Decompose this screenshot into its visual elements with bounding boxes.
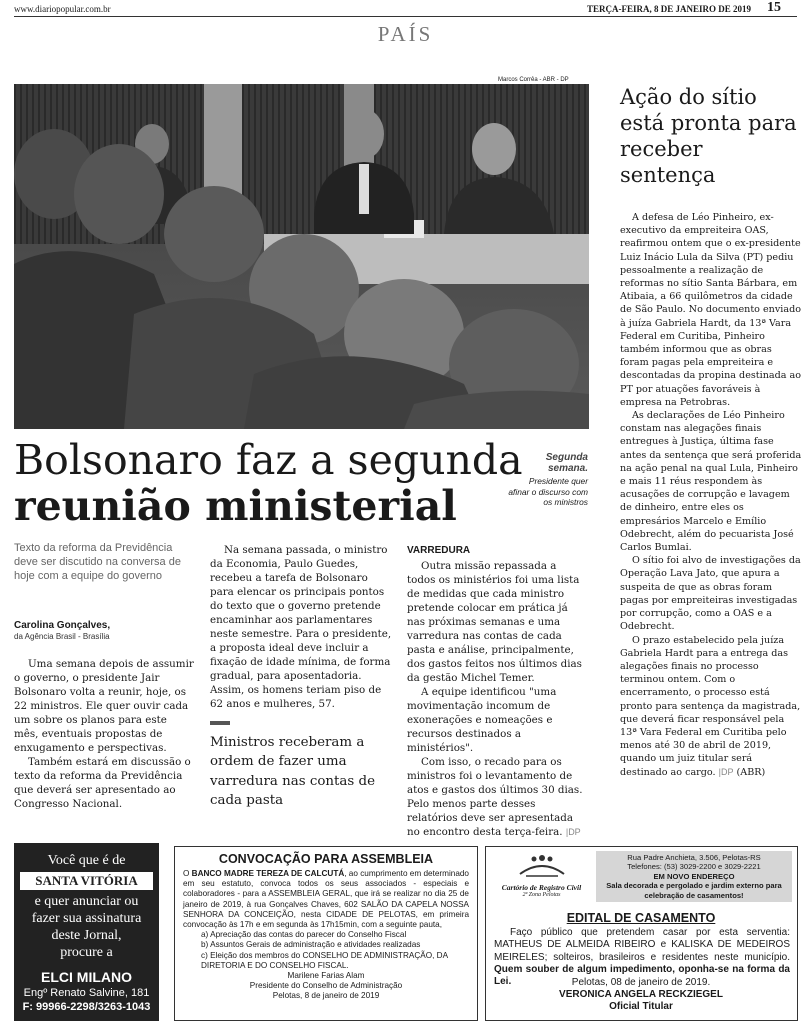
pull-quote: Ministros receberam a ordem de fazer uma varredura nas contas de cada pasta xyxy=(210,735,376,809)
paragraph: O prazo estabelecido pela juíza Gabriela Hardt para a entrega das alegações finais no processo terminou ontem. Com o encerramento, o processo está pronto para sentença da magistrada, que deverá ficar responsável pela 13ª Vara Federal em Curitiba pelo menos até 30 de abril de 2019, quando um juiz titular será destinado ao cargo. |DP (ABR) xyxy=(620,634,801,778)
section-title: PAÍS xyxy=(377,22,434,46)
agenda-item: c) Eleição dos membros do CONSELHO DE ADMINISTRAÇÃO, DA DIRETORIA E DO CONSELHO FISCAL. xyxy=(201,950,448,970)
header-rule xyxy=(14,16,797,17)
agenda-item: b) Assuntos Gerais de administração e atividades realizadas xyxy=(201,940,421,950)
ad-highlight: SANTA VITÓRIA xyxy=(20,872,153,890)
notice-agenda xyxy=(175,930,477,971)
ad-line: e quer anunciar ou fazer sua assinatura deste Jornal, xyxy=(31,894,142,943)
paragraph: As declarações de Léo Pinheiro constam nas alegações finais entregues à Justiça, última fase antes da sentença que será proferida na ação penal na qual Lula, Pinheiro e mais 11 réus respondem às acusações de corrupção e lavagem de dinheiro, entre eles os empresários Marcelo e Emílio Odebrecht, além do pecuarista José Carlos Bumlai. xyxy=(620,410,802,554)
edital-date: Pelotas, 08 de janeiro de 2019. xyxy=(571,977,711,988)
registry-phones: Telefones: (53) 3029-2200 e 3029-2221 xyxy=(627,862,761,872)
paragraph: Uma semana depois de assumir o governo, o presidente Jair Bolsonaro volta a reunir, hoje, os 22 ministros. Ele quer ouvir cada um sobre os planos para este mês, eventuais propostas de enxugamento e perspectivas. xyxy=(14,658,194,754)
pull-quote-rule xyxy=(210,721,230,725)
section-label: VARREDURA xyxy=(407,545,471,556)
page-number: 15 xyxy=(767,0,781,15)
subheadline: Texto da reforma da Previdência deve ser discutido na conversa de hoje com a equipe do governo xyxy=(14,542,181,582)
photo-caption-title: Segunda semana. xyxy=(545,452,588,474)
end-tag: |DP xyxy=(565,827,581,837)
paragraph xyxy=(407,755,587,839)
new-address-note: Sala decorada e pergolado e jardim externo para celebração de casamentos! xyxy=(606,881,782,900)
agenda-item: a) Apreciação das contas do parecer do Conselho Fiscal xyxy=(201,930,407,940)
registry-name: Cartório de Registro Civil xyxy=(501,883,582,892)
registry-contact xyxy=(596,851,792,902)
side-article-body xyxy=(620,211,802,779)
headline-line-1: Bolsonaro faz a segunda xyxy=(14,436,523,484)
paragraph: Também estará em discussão o texto da reforma da Previdência que deverá ser apresentado ao Congresso Nacional. xyxy=(14,756,191,810)
meeting-photo xyxy=(14,84,589,429)
santa-vitoria-ad xyxy=(14,843,159,1021)
end-source: (ABR) xyxy=(736,766,766,778)
registry-logo xyxy=(494,852,589,898)
meeting-photo-illustration xyxy=(14,84,589,429)
end-tag: |DP xyxy=(718,766,734,777)
headline-line-2: reunião ministerial xyxy=(14,482,457,530)
notice-title: CONVOCAÇÃO PARA ASSEMBLEIA xyxy=(218,852,434,866)
ad-line: procure a xyxy=(60,945,113,960)
notice-intro: O BANCO MADRE TEREZA DE CALCUTÁ, ao cumprimento em determinado em seu estatuto, convoca todos os seus associados - especiais e colaboradores - para a ASSEMBLEIA GERAL, que irá se realizar no dia 25 de janeiro de 2019, à rua Gonçalves Chaves, 602 SALÃO DA CAPELA NOSSA SENHORA DA CONCEIÇÃO, nesta CIDADE DE PELOTAS, em primeira convocação às 17h e em segunda às 17h15min, com a seguinte pauta, xyxy=(183,869,469,930)
ad-contact-name: ELCI MILANO xyxy=(41,969,132,985)
byline-agency: da Agência Brasil - Brasília xyxy=(14,632,110,641)
paragraph: Na semana passada, o ministro da Economia, Paulo Guedes, recebeu a tarefa de Bolsonaro para elencar os principais pontos do texto que o governo pretende encaminhar aos parlamentares neste semestre. Para o presidente, a proposta ideal deve incluir a fixação de idade mínima, de forma gradual, para aposentadoria. Assim, os homens teriam piso de 62 anos e mulheres, 57. xyxy=(210,544,392,710)
marriage-notice xyxy=(485,846,798,1021)
edital-body: Faço público que pretendem casar por esta serventia: MATHEUS DE ALMEIDA RIBEIRO e KALISKA DE MEDEIROS MEIRELES; solteiros, brasileiros e residentes neste município. Quem souber de algum impedimento, oponha-se na forma da Lei. xyxy=(494,927,790,988)
new-address-label: EM NOVO ENDEREÇO xyxy=(653,871,735,881)
assembly-notice xyxy=(174,846,478,1021)
edital-warning: Quem souber de algum impedimento, oponha-se na forma da Lei. xyxy=(494,963,790,988)
ad-line: Você que é de xyxy=(47,853,126,868)
paragraph: O sítio foi alvo de investigações da Operação Lava Jato, que apura a suspeita de que as obras foram pagas por empreiteiras investigadas por corrupção, como a OAS e a Odebrecht. xyxy=(620,555,801,633)
edital-title-wrap xyxy=(486,909,796,927)
paragraph: Outra missão repassada a todos os ministérios foi uma lista de medidas que cada ministro pretende colocar em prática já nas próximas semanas e uma varredura nas contas de cada pasta e análise, principalmente, dos gastos feitos nos últimos dias da gestão Michel Temer. xyxy=(407,560,582,684)
byline-author: Carolina Gonçalves, xyxy=(14,620,111,631)
edital-signer-role: Oficial Titular xyxy=(609,1001,673,1012)
edition-date: TERÇA-FEIRA, 8 DE JANEIRO DE 2019 xyxy=(586,4,751,14)
registry-address: Rua Padre Anchieta, 3.506, Pelotas-RS xyxy=(627,853,761,862)
notice-signer-role: Presidente do Conselho de Administração xyxy=(249,981,403,991)
paragraph-text: Com isso, o recado para os ministros foi o levantamento de atos e gastos dos últimos 30 dias. Pelo menos parte desses relatórios deve ser apresentada no encontro desta terça-feira. xyxy=(407,756,583,838)
ad-address: Engº Renato Salvine, 181 xyxy=(23,987,150,999)
ad-phone: F: 99966-2298/3263-1043 xyxy=(22,1001,151,1013)
side-article-title: Ação do sítio está pronta para receber sentença xyxy=(620,85,797,187)
article-column-1 xyxy=(14,657,194,811)
paragraph: A defesa de Léo Pinheiro, ex-executivo da empreiteira OAS, reafirmou ontem que o ex-presidente Luiz Inácio Lula da Silva (PT) pediu pessoalmente a realização de reformas no sítio Santa Bárbara, em Atibaia, a 66 quilômetros da cidade de São Paulo. No documento enviado à juíza Gabriela Hardt, da 13ª Vara Federal em Curitiba, Pinheiro também informou que as obras foram pagas pela empreiteira e descontadas da propina destinada ao PT por atuações favoráveis à empresa na Petrobras. xyxy=(620,212,802,408)
edital-title: EDITAL DE CASAMENTO xyxy=(566,911,716,925)
paragraph: A equipe identificou "uma movimentação incomum de exonerações e nomeações e recursos destinados a ministérios". xyxy=(407,686,557,754)
edital-signer: VERONICA ANGELA RECKZIEGEL xyxy=(559,989,723,1000)
article-column-3 xyxy=(407,559,587,839)
edital-footer xyxy=(486,977,796,1013)
site-url: www.diariopopular.com.br xyxy=(14,4,111,14)
photo-caption-text: Presidente quer afinar o discurso com os ministros xyxy=(508,476,588,507)
registry-logo-icon xyxy=(512,852,572,878)
article-column-2 xyxy=(210,543,394,711)
registry-zone: 2ª Zona Pelotas xyxy=(522,892,561,898)
notice-date: Pelotas, 8 de janeiro de 2019 xyxy=(272,991,380,1001)
photo-credit: Marcos Corrêa - ABR - DP xyxy=(498,77,569,83)
notice-signer: Marilene Farias Alam xyxy=(287,971,365,981)
